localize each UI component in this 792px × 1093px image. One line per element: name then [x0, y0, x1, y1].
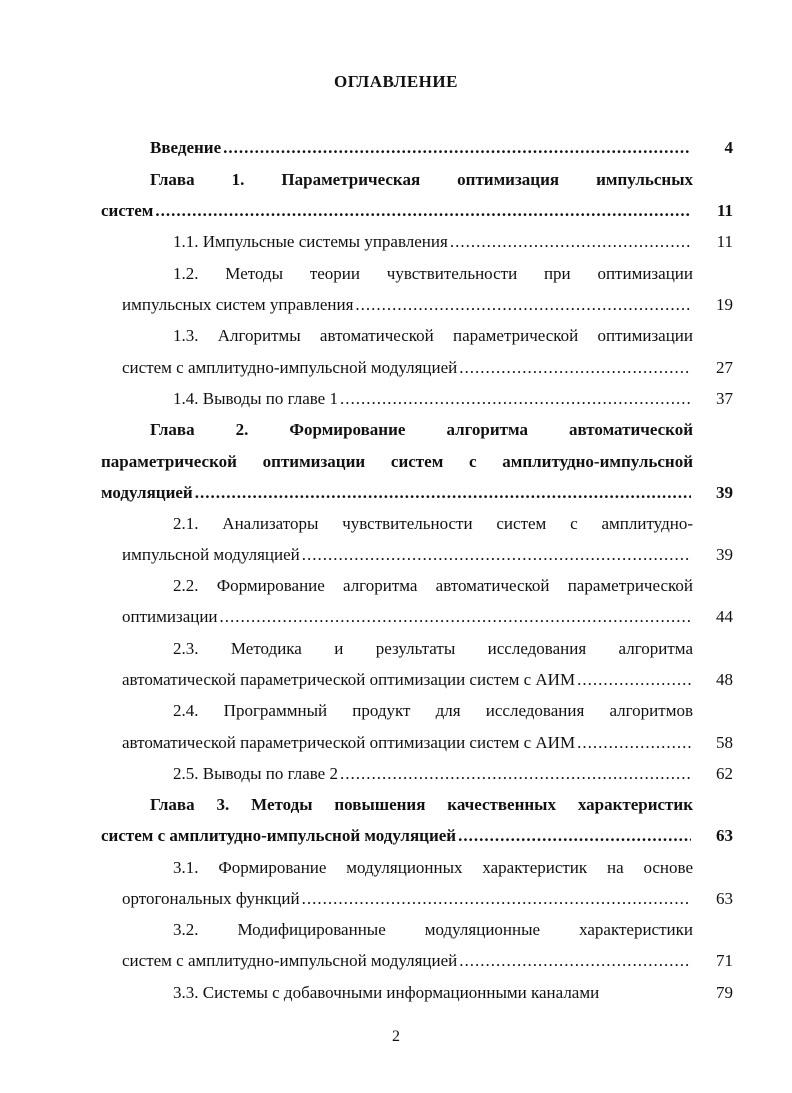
toc-entry-text: оптимизации — [122, 607, 218, 626]
toc-page-number: 27 — [716, 358, 733, 377]
toc-entry-text: импульсной модуляцией — [122, 545, 300, 564]
toc-entry-text: автоматической параметрической оптимизации систем с АИМ — [122, 733, 576, 752]
toc-entry-line: 3.3. Системы с добавочными информационными каналами — [173, 983, 600, 1002]
toc-page-number: 4 — [724, 138, 733, 157]
toc-entry-text: 1.1. Импульсные системы управления — [173, 232, 448, 251]
toc-page-number: 37 — [716, 389, 733, 408]
toc-entry-text: систем с амплитудно-импульсной модуляцией — [122, 951, 458, 970]
toc-entry — [101, 826, 693, 846]
toc-entry-line: параметрической оптимизации систем с амплитудно-импульсной — [101, 452, 693, 471]
toc-entry — [122, 889, 693, 909]
toc-entry-line: Глава 2. Формирование алгоритма автоматической — [150, 420, 693, 439]
toc-entry-text: модуляцией — [101, 483, 193, 502]
toc-entry-line: 2.2. Формирование алгоритма автоматической параметрической — [173, 576, 693, 595]
toc-entry-text: Введение — [150, 138, 222, 157]
toc-entry-text: систем — [101, 201, 154, 220]
toc-page-number: 39 — [716, 545, 733, 564]
toc-entry — [173, 389, 693, 409]
toc-entry — [101, 483, 693, 503]
toc-page-number: 58 — [716, 733, 733, 752]
toc-entry-line: 1.3. Алгоритмы автоматической параметрической оптимизации — [173, 326, 693, 345]
toc-page-number: 62 — [716, 764, 733, 783]
toc-entry-line: 3.1. Формирование модуляционных характеристик на основе — [173, 858, 693, 877]
toc-entry — [122, 545, 693, 565]
toc-page-number: 44 — [716, 607, 733, 626]
toc-entry-line: 2.3. Методика и результаты исследования алгоритма — [173, 639, 693, 658]
toc-entry-line: Глава 1. Параметрическая оптимизация импульсных — [150, 170, 693, 189]
toc-page-number: 48 — [716, 670, 733, 689]
toc-entry-text: импульсных систем управления — [122, 295, 354, 314]
toc-page-number: 71 — [716, 951, 733, 970]
toc-page-number: 79 — [716, 983, 733, 1002]
toc-page-number: 63 — [716, 889, 733, 908]
toc-entry-text: автоматической параметрической оптимизации систем с АИМ — [122, 670, 576, 689]
toc-entry — [122, 951, 693, 971]
toc-page-number: 39 — [716, 483, 733, 502]
toc-entry — [150, 138, 693, 158]
toc-entry-line: 1.2. Методы теории чувствительности при оптимизации — [173, 264, 693, 283]
toc-page-number: 19 — [716, 295, 733, 314]
toc-entry-line: Глава 3. Методы повышения качественных характеристик — [150, 795, 693, 814]
toc-entry-line: 2.1. Анализаторы чувствительности систем с амплитудно- — [173, 514, 693, 533]
toc-entry-text: систем с амплитудно-импульсной модуляцией — [101, 826, 457, 845]
toc-entry-text: систем с амплитудно-импульсной модуляцией — [122, 358, 458, 377]
toc-entry — [122, 607, 693, 627]
toc-entry — [122, 670, 693, 690]
page-number: 2 — [392, 1028, 400, 1045]
toc-title: ОГЛАВЛЕНИЕ — [334, 72, 458, 91]
toc-entry-line: 2.4. Программный продукт для исследования алгоритмов — [173, 701, 693, 720]
toc-entry — [173, 232, 693, 252]
toc-entry — [122, 295, 693, 315]
toc-page-number: 63 — [716, 826, 733, 845]
toc-entry-line: 3.2. Модифицированные модуляционные характеристики — [173, 920, 693, 939]
toc-entry — [122, 358, 693, 378]
toc-entry-text: ортогональных функций — [122, 889, 300, 908]
toc-entry — [101, 201, 693, 221]
toc-entry — [173, 764, 693, 784]
toc-page-number: 11 — [716, 232, 733, 251]
toc-page-number: 11 — [716, 201, 733, 220]
toc-entry-text: 1.4. Выводы по главе 1 — [173, 389, 338, 408]
toc-entry — [122, 733, 693, 753]
toc-entry-text: 2.5. Выводы по главе 2 — [173, 764, 338, 783]
